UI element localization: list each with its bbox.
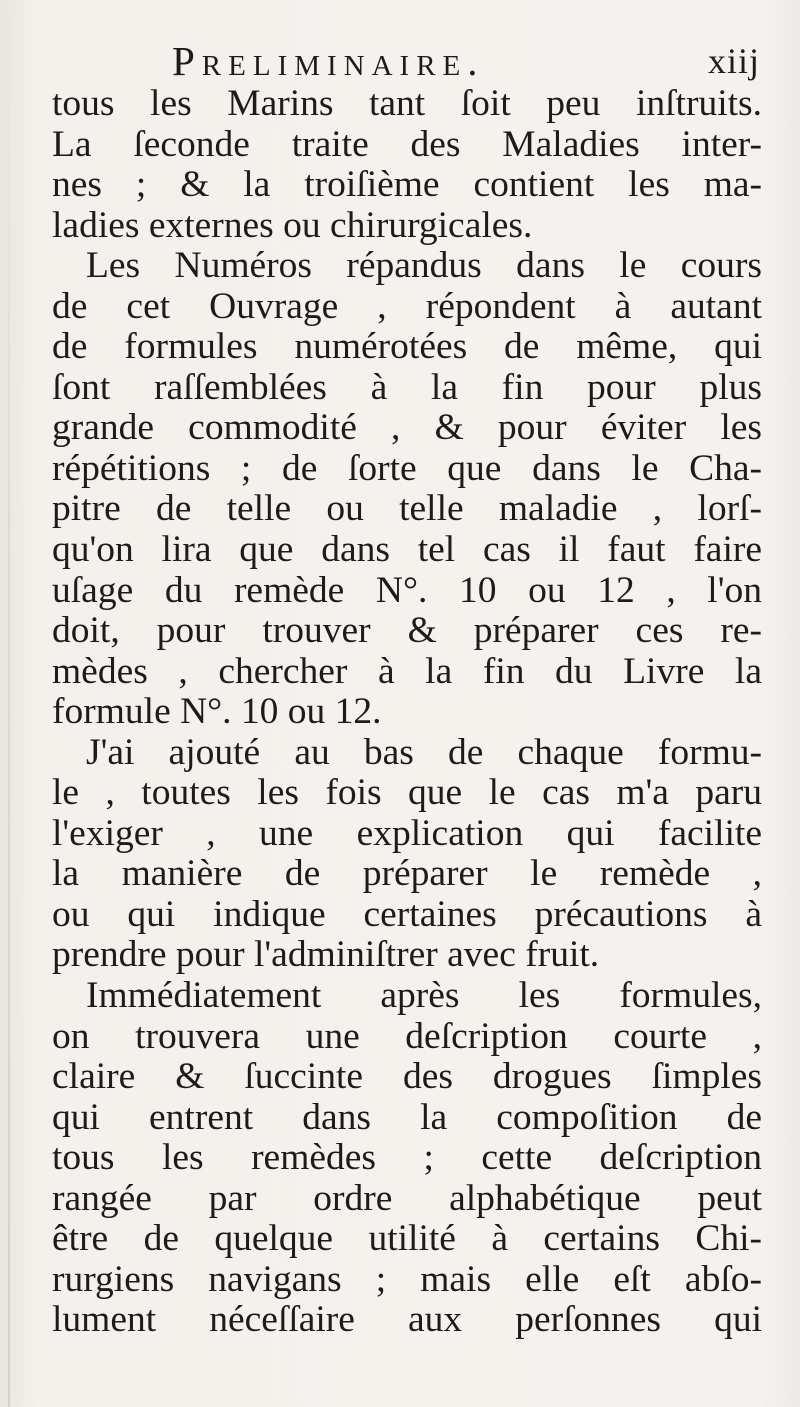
text-line: rangée par ordre alphabétique peut — [52, 1177, 762, 1219]
text-line: qui entrent dans la compoſition de — [52, 1096, 762, 1138]
text-line: J'ai ajouté au bas de chaque formu- — [86, 731, 762, 773]
text-line: lument néceſſaire aux perſonnes qui — [52, 1299, 762, 1341]
text-line: rurgiens navigans ; mais elle eſt abſo- — [52, 1258, 762, 1300]
text-line: répétitions ; de ſorte que dans le Cha- — [52, 447, 762, 489]
binding-gutter-shadow — [8, 0, 10, 1407]
text-line: de formules numérotées de même, qui — [52, 326, 762, 368]
text-line: nes ; & la troiſième contient les ma- — [52, 164, 762, 206]
text-line: grande commodité , & pour éviter les — [52, 407, 762, 449]
text-line: claire & ſuccinte des drogues ſimples — [52, 1056, 762, 1098]
running-head: Preliminaire. — [172, 38, 485, 84]
text-line: Immédiatement après les formules, — [86, 975, 762, 1017]
text-line: l'exiger , une explication qui facilite — [52, 812, 762, 854]
text-line: mèdes , chercher à la fin du Livre la — [52, 650, 762, 692]
text-line: tous les Marins tant ſoit peu inſtruits. — [52, 83, 762, 124]
text-line: ſont raſſemblées à la fin pour plus — [52, 366, 762, 408]
text-line: uſage du remède N°. 10 ou 12 , l'on — [52, 569, 762, 611]
text-line: pitre de telle ou telle maladie , lorſ- — [52, 488, 762, 530]
text-line: Les Numéros répandus dans le cours — [86, 245, 762, 287]
text-line: tous les remèdes ; cette deſcription — [52, 1137, 762, 1179]
text-line: de cet Ouvrage , répondent à autant — [52, 285, 762, 327]
text-line: ladies externes ou chirurgicales. — [52, 204, 533, 246]
text-line: être de quelque utilité à certains Chi- — [52, 1218, 762, 1260]
text-line: on trouvera une deſcription courte , — [52, 1015, 762, 1057]
text-line: le , toutes les fois que le cas m'a paru — [52, 772, 762, 814]
text-line: formule N°. 10 ou 12. — [52, 691, 382, 733]
page-header — [52, 34, 760, 88]
body-text — [52, 84, 762, 1341]
text-line: prendre pour l'adminiſtrer avec fruit. — [52, 934, 600, 976]
text-line: ou qui indique certaines précautions à — [52, 893, 762, 935]
page-number: xiij — [707, 41, 760, 81]
text-line: doit, pour trouver & préparer ces re- — [52, 610, 762, 652]
text-line: La ſeconde traite des Maladies inter- — [52, 123, 762, 165]
text-line: la manière de préparer le remède , — [52, 853, 762, 895]
text-line: qu'on lira que dans tel cas il faut faire — [52, 529, 762, 571]
